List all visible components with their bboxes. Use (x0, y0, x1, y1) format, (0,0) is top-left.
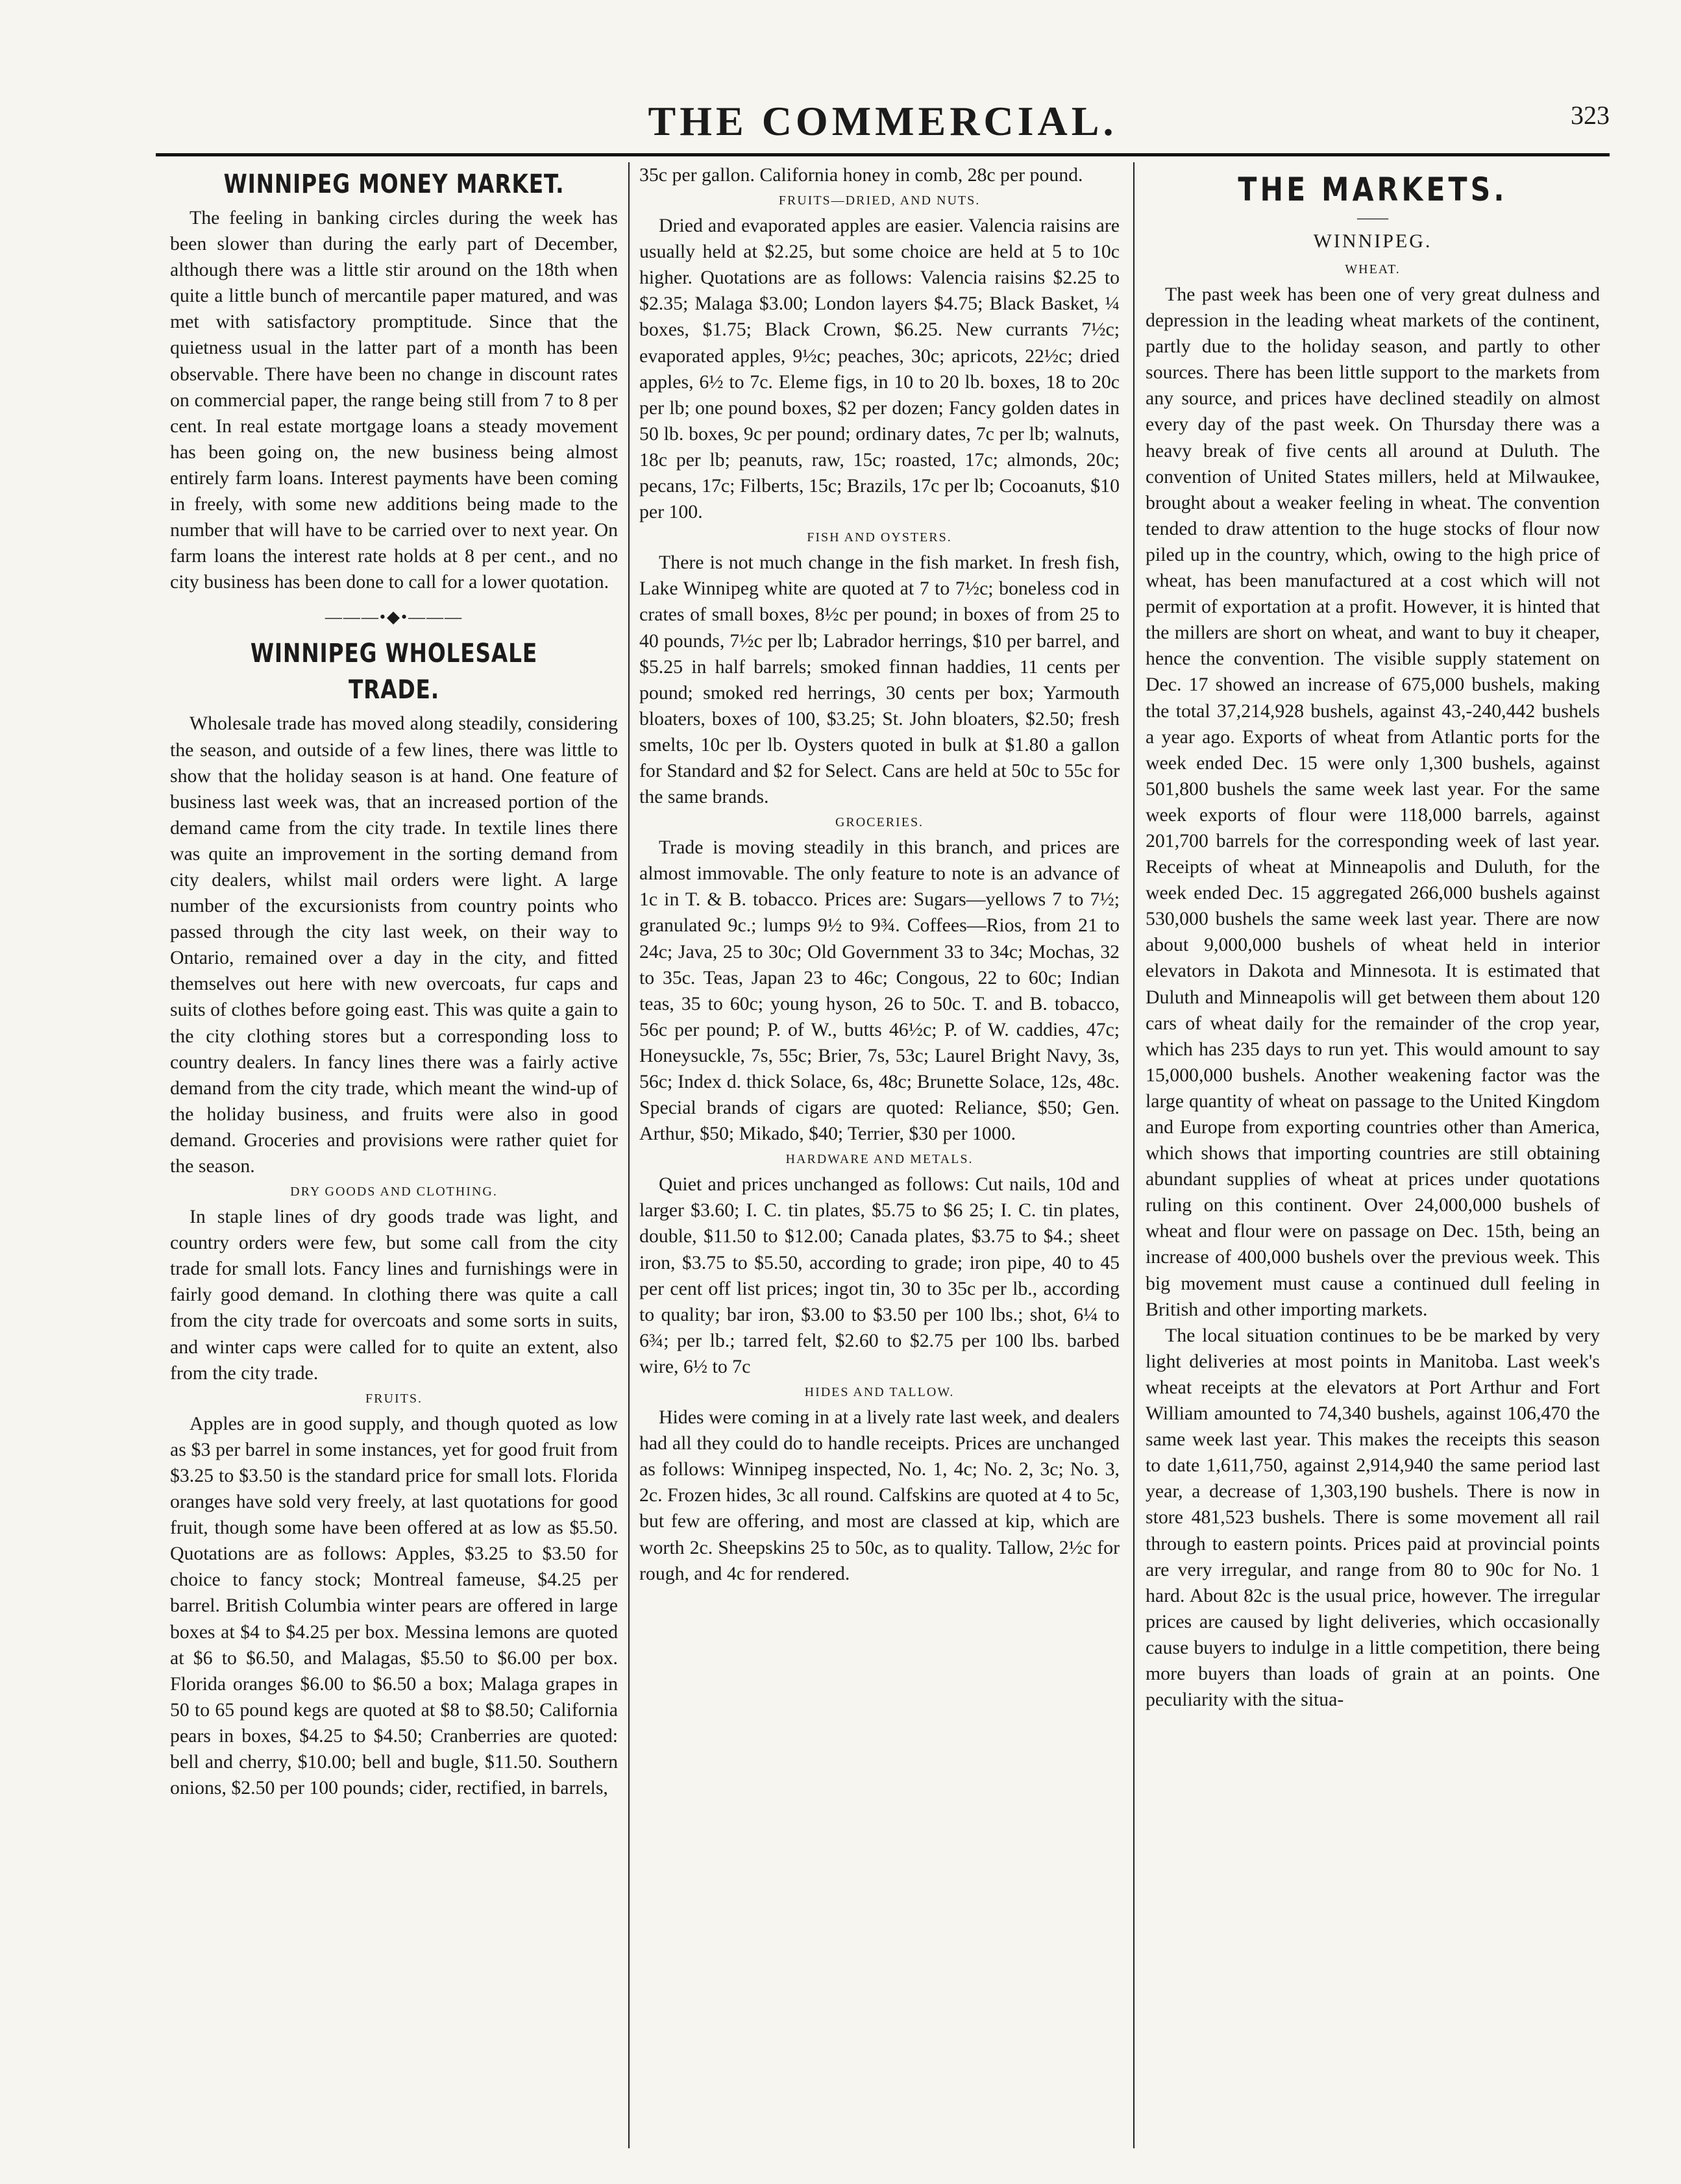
column-divider (628, 162, 630, 2148)
hides-text: Hides were coming in at a lively rate last week, and dealers had all they could do to handle receipts. Prices are unchanged as follows: Winnipeg inspected, No. 1, 4c; No. 2, 3c; No. 3, 2c. Frozen hides, 3c all round. Calfskins are quoted at 4 to 5c, but few are offering, and most are classed at kip, which are worth 2c. Sheepskins 25 to 50c, as to quality. Tallow, 2½c for rough, and 4c for rendered. (639, 1406, 1120, 1584)
hides-heading: HIDES AND TALLOW. (804, 1385, 955, 1400)
money-market-text: The feeling in banking circles during the week has been slower than during the early part of December, although there was a little stir around on the 18th when quite a little bunch of mercantile paper matured, and was met with satisfactory promptitude. Since that the quietness usual in the latter part of a month has been observable. There have been no change in discount rates on commercial paper, the range being still from 7 to 8 per cent. In real estate mortgage loans a steady movement has been going on, the new business being almost entirely farm loans. Interest payments have been coming in freely, with some new additions being made to the number that will have to be carried over to next year. On farm loans the interest rate holds at 8 per cent., and no city business has been done to call for a lower quotation. (170, 207, 618, 593)
markets-heading: THE MARKETS. (1238, 171, 1508, 208)
groceries-heading: GROCERIES. (835, 815, 924, 830)
heading-dash: —— (1357, 210, 1388, 227)
masthead-rule (156, 153, 1610, 156)
page-number: 323 (1571, 101, 1610, 130)
newspaper-title: THE COMMERCIAL. (648, 98, 1118, 144)
wheat-local-text: The local situation continues to be be marked by very light deliveries at most points in Manitoba. Last week's wheat receipts at the elevators at Port Arthur and Fort William amounted to 74,340 bushels, against 106,470 the same week last year. This makes the receipts this season to date 1,611,750, against 2,914,940 the same period last year, a decrease of 1,303,190 bushels. There is now in store 481,523 bushels. There is some movement all rail through to eastern points. Prices paid at provincial points are very irregular, and range from 80 to 90c for No. 1 hard. About 82c is the usual price, however. The irregular prices are caused by light deliveries, which occasionally cause buyers to indulge in a little competition, there being more buyers than loads of grain at an points. One peculiarity with the situa- (1146, 1324, 1600, 1711)
column-2 (639, 162, 1120, 2148)
fish-heading: FISH AND OYSTERS. (807, 530, 952, 545)
fruits-dried-heading: FRUITS—DRIED, AND NUTS. (778, 193, 981, 208)
fish-text: There is not much change in the fish market. In fresh fish, Lake Winnipeg white are quoted at 7 to 7½c; boneless cod in crates of small boxes, 8½c per pound; in boxes of from 25 to 40 pounds, 7½c per lb; Labrador herrings, $10 per barrel, and $5.25 in half barrels; smoked finnan haddies, 11 cents per pound; smoked red herrings, 30 cents per box; Yarmouth bloaters, boxes of 100, $3.25; St. John bloaters, $2.50; fresh smelts, 10c per lb. Oysters quoted in bulk at $1.80 a gallon for Standard and $2 for Select. Cans are held at 50c to 55c for the same brands. (639, 552, 1120, 808)
dry-goods-text: In staple lines of dry goods trade was light, and country orders were few, but some call from the city trade for small lots. Fancy lines and furnishings were in fairly good demand. In clothing there was quite a call from the city trade for overcoats and some sorts in suits, and winter caps were called for to quite an extent, also from the city trade. (170, 1206, 618, 1384)
city-subheading: WINNIPEG. (1313, 230, 1432, 252)
fruits-heading: FRUITS. (365, 1391, 423, 1406)
wholesale-trade-text: Wholesale trade has moved along steadily, considering the season, and outside of a few lines, there was little to show that the holiday season is at hand. One feature of business last week was, that an increased portion of the demand came from the city trade. In textile lines there was quite an improvement in the sorting demand from city dealers, whilst mail orders were light. A large number of the excursionists from country points who passed through the city last week, on their way to Ontario, remained over a day in the city, and fitted themselves out here with new overcoats, fur caps and suits of clothes before going east. This was quite a gain to the city clothing stores but a corresponding loss to country dealers. In fancy lines there was a fairly active demand from the city trade, which meant the wind-up of the holiday business, and fruits were also in good demand. Groceries and provisions were rather quiet for the season. (170, 713, 618, 1177)
fruits-text: Apples are in good supply, and though quoted as low as $3 per barrel in some instances, yet for good fruit from $3.25 to $3.50 is the standard price for small lots. Florida oranges have sold very freely, at last quotations for good fruit, though some have been offered at as low as $5.50. Quotations are as follows: Apples, $3.25 to $3.50 for choice to fancy stock; Montreal fameuse, $4.25 per barrel. British Columbia winter pears are offered in large boxes at $4 to $4.25 per box. Messina lemons are quoted at $6 to $6.50, and Malagas, $5.50 to $6.00 per box. Florida oranges $6.00 to $6.50 a box; Malaga grapes in 50 to 65 pound kegs are quoted at $8 to $8.50; California pears in boxes, $4.25 to $4.50; Cranberries are quoted: bell and cherry, $10.00; bell and bugle, $11.50. Southern onions, $2.50 per 100 pounds; cider, rectified, in barrels, (170, 1412, 618, 1799)
column-3 (1146, 162, 1600, 2148)
dry-goods-heading: DRY GOODS AND CLOTHING. (290, 1184, 498, 1199)
fruits-dried-text: Dried and evaporated apples are easier. Valencia raisins are usually held at $2.25, but some choice are held at 5 to 10c higher. Quotations are as follows: Valencia raisins $2.25 to $2.35; Malaga $3.00; London layers $4.75; Black Basket, ¼ boxes, $1.75; Black Crown, $6.25. New currants 7½c; evaporated apples, 9½c; peaches, 30c; apricots, 22½c; dried apples, 6½ to 7c. Eleme figs, in 10 to 20 lb. boxes, 18 to 20c per lb; one pound boxes, $2 per dozen; Fancy golden dates in 50 lb. boxes, 9c per pound; ordinary dates, 7c per lb; walnuts, 18c per lb; peanuts, raw, 15c; roasted, 17c; almonds, 20c; pecans, 17c; Filberts, 15c; Brazils, 17c per lb; Cocoanuts, $10 per 100. (639, 215, 1120, 523)
hardware-heading: HARDWARE AND METALS. (785, 1152, 974, 1167)
continued-text: 35c per gallon. California honey in comb, 28c per pound. (639, 164, 1083, 186)
column-1 (170, 162, 618, 2148)
section-ornament: ———•◆•——— (325, 607, 463, 627)
wheat-text: The past week has been one of very great dulness and depression in the leading wheat markets of the continent, partly due to the holiday season, and partly to other sources. There has been little support to the markets from any source, and prices have declined steadily on almost every day of the past week. On Thursday there was a heavy break of five cents all around at Duluth. The convention of United States millers, held at Milwaukee, brought about a weaker feeling in wheat. The convention tended to draw attention to the huge stocks of flour now piled up in the country, which, owing to the high price of wheat, has been manufactured at a cost which will not permit of exportation at a profit. However, it is hinted that the millers are short on wheat, and want to buy it cheaper, hence the convention. The visible supply statement on Dec. 17 showed an increase of 675,000 bushels, making the total 37,214,928 bushels, against 43,-240,442 bushels a year ago. Exports of wheat from Atlantic ports for the week ended Dec. 15 were only 1,300 bushels, against 501,800 bushels the same week last year. For the same week exports of flour were 118,000 barrels, against 201,700 barrels for the corresponding week of last year. Receipts of wheat at Minneapolis and Duluth, for the week ended Dec. 15 aggregated 266,000 bushels against 530,000 bushels the same week last year. There are now about 9,000,000 bushels of wheat held in interior elevators in Dakota and Minnesota. It is estimated that Duluth and Minneapolis will get between them about 120 cars of wheat daily for the remainder of the crop year, which has 235 days to run yet. This would amount to say 15,000,000 bushels. Another weakening factor was the large quantity of wheat on passage to the United Kingdom and Europe from exporting countries other than America, which shows that importing countries are still obtaining abundant supplies of wheat at prices under quotations ruling on this continent. Over 24,000,000 bushels of wheat and flour were on passage on Dec. 15th, being an increase of 400,000 bushels over the previous week. This big movement must cause a continued dull feeling in British and other importing markets. (1146, 284, 1600, 1320)
hardware-text: Quiet and prices unchanged as follows: Cut nails, 10d and larger $3.60; I. C. tin plates, $5.75 to $6 25; I. C. tin plates, double, $11.50 to $12.00; Canada plates, $3.75 to $4.; sheet iron, $3.75 to $5.50, according to grade; iron pipe, 40 to 45 per cent off list prices; ingot tin, 30 to 35c per lb., according to quality; bar iron, $3.00 to $3.50 per 100 lbs.; shot, 6¼ to 6¾; per lb.; tarred felt, $2.60 to $2.75 per 100 lbs. barbed wire, 6½ to 7c (639, 1173, 1120, 1377)
wheat-heading: WHEAT. (1345, 262, 1401, 276)
wholesale-trade-heading: WINNIPEG WHOLESALE TRADE. (250, 639, 538, 706)
money-market-heading: WINNIPEG MONEY MARKET. (223, 169, 565, 199)
groceries-text: Trade is moving steadily in this branch, and prices are almost immovable. The only feature to note is an advance of 1c in T. & B. tobacco. Prices are: Sugars—yellows 7 to 7½; granulated 9c.; lumps 9½ to 9¾. Coffees—Rios, from 21 to 24c; Java, 25 to 30c; Old Government 33 to 34c; Mochas, 32 to 35c. Teas, Japan 23 to 46c; Congous, 22 to 60c; Indian teas, 35 to 60c; young hyson, 26 to 50c. T. and B. tobacco, 56c per pound; P. of W., butts 46½c; P. of W. caddies, 47c; Honeysuckle, 7s, 55c; Brier, 7s, 53c; Laurel Bright Navy, 3s, 56c; Index d. thick Solace, 6s, 48c; Brunette Solace, 12s, 48c. Special brands of cigars are quoted: Reliance, $50; Gen. Arthur, $50; Mikado, $40; Terrier, $30 per 1000. (639, 837, 1120, 1145)
column-divider (1133, 162, 1135, 2148)
masthead (156, 97, 1610, 144)
